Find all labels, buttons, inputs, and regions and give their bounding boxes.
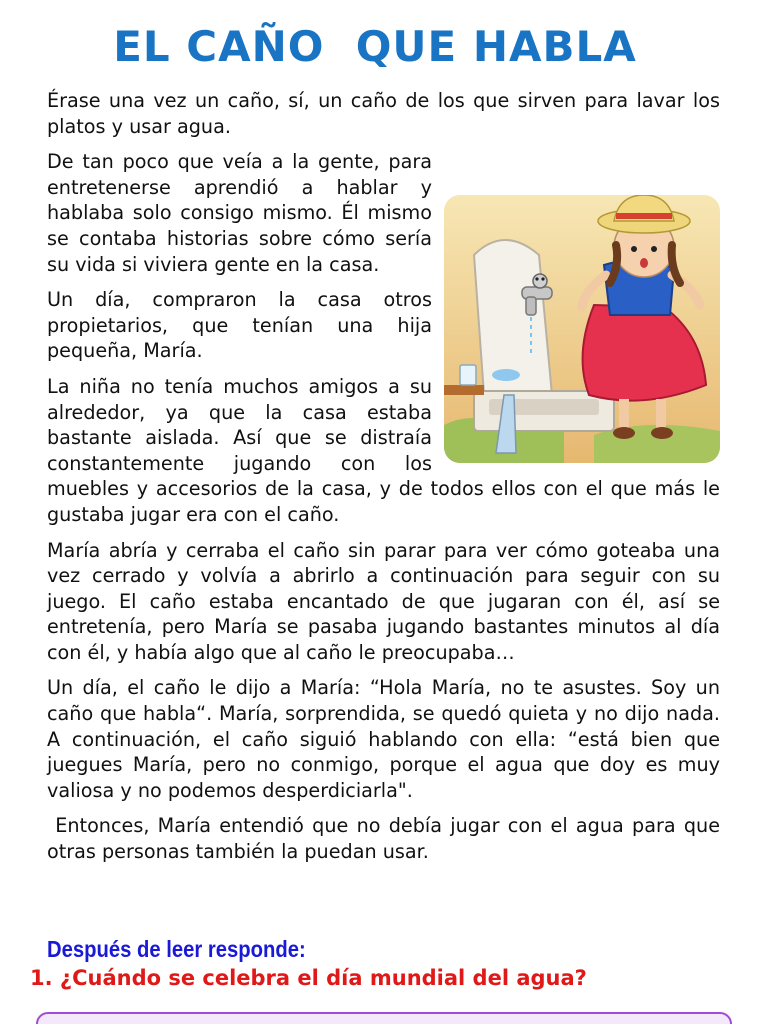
page-title: EL CAÑO QUE HABLA [113, 22, 637, 71]
paragraph-3: Un día, compraron la casa otros propietarios, que tenían una hija pequeña, María. [47, 288, 432, 363]
paragraph-5: María abría y cerraba el caño sin parar para ver cómo goteaba una vez cerrado y volvía a abrirlo a continuación para seguir con su juego. El caño estaba encantado de que jugaran con él, así se entretenía, pero María se pasaba jugando bastantes minutos al día con él, y había algo que al caño le preocupaba… [47, 538, 720, 664]
paragraph-4: La niña no tenía muchos amigos a su alrededor, ya que la casa estaba bastante aislada. Así que se distraía constantemente jugando con los muebles y accesorios de la casa, y de todos ellos con el que más le gustaba jugar era con el caño. [47, 374, 720, 526]
paragraph-2: De tan poco que veía a la gente, para entretenerse aprendió a hablar y hablaba solo consigo mismo. Él mismo se contaba historias sobre cómo sería su vida si viviera gente en la casa. [47, 150, 432, 276]
paragraph-1: Érase una vez un caño, sí, un caño de los que sirven para lavar los platos y usar agua. [47, 89, 720, 138]
answer-box[interactable] [36, 1012, 732, 1024]
paragraph-7: Entonces, María entendió que no debía jugar con el agua para que otras personas también la puedan usar. [47, 814, 727, 864]
question-1: 1. ¿Cuándo se celebra el día mundial del agua? [30, 966, 587, 990]
illustration-icon [444, 195, 720, 463]
instruction-heading: Después de leer responde: [47, 936, 306, 962]
paragraph-6: Un día, el caño le dijo a María: “Hola María, no te asustes. Soy un caño que habla“. María, sorprendida, se quedó quieta y no dijo nada. A continuación, el caño siguió hablando con ella: “está bien que juegues María, pero no conmigo, porque el agua que doy es muy valiosa y no podemos desperdiciarla". [47, 676, 720, 802]
girl-and-faucet-illustration [444, 195, 720, 463]
story-body [47, 88, 727, 875]
